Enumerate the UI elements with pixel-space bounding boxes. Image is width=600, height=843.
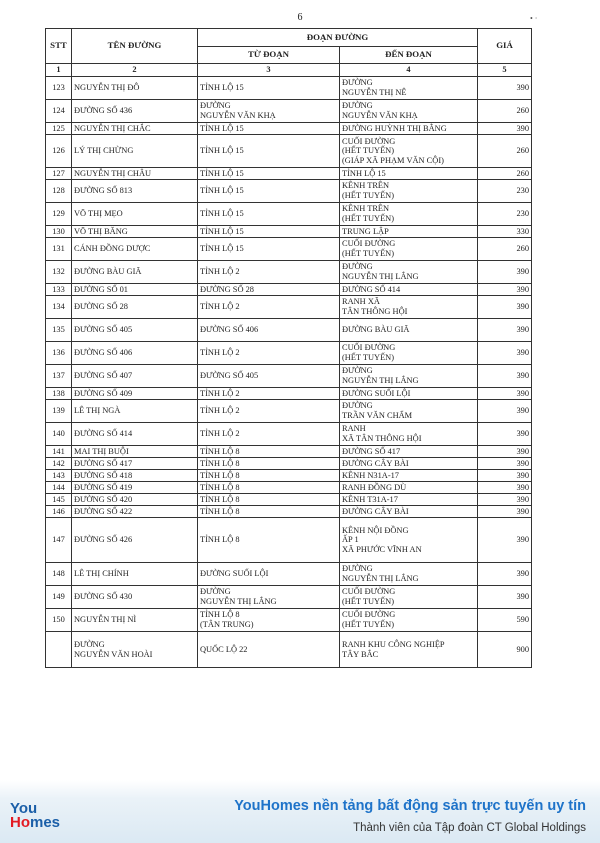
row-from: TỈNH LỘ 2: [198, 296, 340, 319]
row-stt: 137: [46, 365, 72, 388]
row-to: CUỐI ĐƯỜNG (HẾT TUYẾN): [340, 238, 478, 261]
table-row: [46, 563, 532, 586]
row-street-name: MAI THỊ BUỘI: [72, 446, 198, 458]
row-stt: 129: [46, 203, 72, 226]
table-row: [46, 168, 532, 180]
logo-text-ho: Ho: [10, 814, 30, 831]
row-street-name: NGUYỄN THỊ ĐÔ: [72, 77, 198, 100]
row-street-name: ĐƯỜNG SỐ 430: [72, 586, 198, 609]
table-row: [46, 400, 532, 423]
row-street-name: ĐƯỜNG SỐ 414: [72, 423, 198, 446]
row-price: 260: [478, 168, 532, 180]
column-number: 2: [72, 64, 198, 77]
row-street-name: ĐƯỜNG SỐ 407: [72, 365, 198, 388]
row-from: TỈNH LỘ 8 (TÂN TRUNG): [198, 609, 340, 632]
row-stt: 131: [46, 238, 72, 261]
row-from: ĐƯỜNG NGUYỄN THỊ LẮNG: [198, 586, 340, 609]
youhomes-logo: [10, 800, 80, 831]
row-price: 260: [478, 100, 532, 123]
row-to: ĐƯỜNG NGUYỄN THỊ LẮNG: [340, 261, 478, 284]
table-row: [46, 238, 532, 261]
row-stt: 126: [46, 135, 72, 168]
row-stt: 141: [46, 446, 72, 458]
row-stt: 149: [46, 586, 72, 609]
row-street-name: ĐƯỜNG SỐ 420: [72, 494, 198, 506]
column-number: 4: [340, 64, 478, 77]
header-from: TỪ ĐOẠN: [198, 47, 340, 64]
row-to: ĐƯỜNG SỐ 417: [340, 446, 478, 458]
row-price: 390: [478, 518, 532, 563]
row-street-name: ĐƯỜNG SỐ 436: [72, 100, 198, 123]
row-from: TỈNH LỘ 2: [198, 388, 340, 400]
row-price: 390: [478, 77, 532, 100]
table-row: [46, 494, 532, 506]
table-row: [46, 470, 532, 482]
row-street-name: NGUYỄN THỊ CHÂU: [72, 168, 198, 180]
row-price: 390: [478, 494, 532, 506]
header-price: GIÁ: [478, 29, 532, 64]
row-street-name: ĐƯỜNG SỐ 406: [72, 342, 198, 365]
row-to: RANH ĐỒNG DÙ: [340, 482, 478, 494]
row-price: 390: [478, 123, 532, 135]
row-to: ĐƯỜNG BÀU GIÃ: [340, 319, 478, 342]
row-to: CUỐI ĐƯỜNG (HẾT TUYẾN) (GIÁP XÃ PHẠM VĂN CỘI): [340, 135, 478, 168]
row-street-name: ĐƯỜNG SỐ 419: [72, 482, 198, 494]
row-price: 390: [478, 388, 532, 400]
row-to: ĐƯỜNG CÂY BÀI: [340, 506, 478, 518]
row-to: RANH XÃ TÂN THÔNG HỘI: [340, 296, 478, 319]
table-row: [46, 226, 532, 238]
column-number-row: [46, 64, 532, 77]
row-to: ĐƯỜNG NGUYỄN THỊ LẮNG: [340, 365, 478, 388]
row-street-name: CÁNH ĐỒNG DƯỢC: [72, 238, 198, 261]
row-to: KÊNH NỘI ĐỒNG ẤP 1 XÃ PHƯỚC VĨNH AN: [340, 518, 478, 563]
row-to: ĐƯỜNG NGUYỄN THỊ LẮNG: [340, 563, 478, 586]
table-row: [46, 284, 532, 296]
row-price: 390: [478, 506, 532, 518]
row-to: TỈNH LỘ 15: [340, 168, 478, 180]
footer-banner: [0, 780, 600, 843]
row-street-name: ĐƯỜNG SỐ 409: [72, 388, 198, 400]
row-from: ĐƯỜNG SUỐI LỘI: [198, 563, 340, 586]
row-price: 390: [478, 470, 532, 482]
footer-subline: Thành viên của Tập đoàn CT Global Holdings: [353, 822, 586, 834]
row-to: KÊNH TRÊN (HẾT TUYẾN): [340, 180, 478, 203]
table-row: [46, 77, 532, 100]
row-price: 390: [478, 482, 532, 494]
row-street-name: ĐƯỜNG BÀU GIÃ: [72, 261, 198, 284]
row-to: KÊNH N31A-17: [340, 470, 478, 482]
road-price-table: [45, 28, 532, 668]
row-price: 390: [478, 400, 532, 423]
row-price: 230: [478, 180, 532, 203]
table-row: [46, 319, 532, 342]
row-stt: 133: [46, 284, 72, 296]
row-price: 390: [478, 261, 532, 284]
table-row: [46, 123, 532, 135]
table-row: [46, 632, 532, 668]
row-stt: 148: [46, 563, 72, 586]
row-to: RANH KHU CÔNG NGHIỆP TÂY BẮC: [340, 632, 478, 668]
row-from: TỈNH LỘ 8: [198, 458, 340, 470]
row-from: ĐƯỜNG NGUYỄN VĂN KHẠ: [198, 100, 340, 123]
row-to: ĐƯỜNG CÂY BÀI: [340, 458, 478, 470]
row-to: ĐƯỜNG HUỲNH THỊ BẰNG: [340, 123, 478, 135]
row-from: TỈNH LỘ 8: [198, 470, 340, 482]
row-to: TRUNG LẬP: [340, 226, 478, 238]
row-price: 230: [478, 203, 532, 226]
row-stt: 135: [46, 319, 72, 342]
row-from: TỈNH LỘ 15: [198, 135, 340, 168]
row-from: TỈNH LỘ 2: [198, 423, 340, 446]
row-price: 260: [478, 135, 532, 168]
table-row: [46, 423, 532, 446]
row-street-name: ĐƯỜNG SỐ 417: [72, 458, 198, 470]
row-stt: 150: [46, 609, 72, 632]
table-row: [46, 482, 532, 494]
row-stt: 138: [46, 388, 72, 400]
row-stt: 147: [46, 518, 72, 563]
row-price: 590: [478, 609, 532, 632]
row-from: TỈNH LỘ 8: [198, 446, 340, 458]
table-row: [46, 180, 532, 203]
header-to: ĐẾN ĐOẠN: [340, 47, 478, 64]
row-stt: 125: [46, 123, 72, 135]
row-price: 390: [478, 586, 532, 609]
row-price: 390: [478, 319, 532, 342]
table-row: [46, 365, 532, 388]
table-row: [46, 446, 532, 458]
row-from: TỈNH LỘ 15: [198, 168, 340, 180]
row-from: TỈNH LỘ 15: [198, 238, 340, 261]
row-stt: 128: [46, 180, 72, 203]
row-price: 260: [478, 238, 532, 261]
table-row: [46, 203, 532, 226]
scan-specks: • ·: [530, 14, 538, 23]
row-street-name: ĐƯỜNG NGUYỄN VĂN HOÀI: [72, 632, 198, 668]
row-price: 390: [478, 446, 532, 458]
row-stt: 139: [46, 400, 72, 423]
header-street-name: TÊN ĐƯỜNG: [72, 29, 198, 64]
row-street-name: ĐƯỜNG SỐ 813: [72, 180, 198, 203]
row-from: ĐƯỜNG SỐ 405: [198, 365, 340, 388]
row-price: 390: [478, 563, 532, 586]
row-from: QUỐC LỘ 22: [198, 632, 340, 668]
row-to: ĐƯỜNG SUỐI LỘI: [340, 388, 478, 400]
row-to: ĐƯỜNG SỐ 414: [340, 284, 478, 296]
table-row: [46, 296, 532, 319]
row-stt: 145: [46, 494, 72, 506]
row-street-name: LÊ THỊ CHÍNH: [72, 563, 198, 586]
row-to: KÊNH T31A-17: [340, 494, 478, 506]
table-row: [46, 261, 532, 284]
row-from: TỈNH LỘ 15: [198, 203, 340, 226]
table-row: [46, 586, 532, 609]
row-stt: 123: [46, 77, 72, 100]
row-price: 900: [478, 632, 532, 668]
row-from: TỈNH LỘ 8: [198, 518, 340, 563]
row-stt: 124: [46, 100, 72, 123]
row-stt: 146: [46, 506, 72, 518]
row-price: 390: [478, 365, 532, 388]
row-to: KÊNH TRÊN (HẾT TUYẾN): [340, 203, 478, 226]
row-from: TỈNH LỘ 15: [198, 123, 340, 135]
row-price: 390: [478, 342, 532, 365]
row-to: CUỐI ĐƯỜNG (HẾT TUYẾN): [340, 586, 478, 609]
table-row: [46, 342, 532, 365]
row-from: TỈNH LỘ 8: [198, 482, 340, 494]
row-price: 390: [478, 458, 532, 470]
row-from: TỈNH LỘ 15: [198, 77, 340, 100]
column-number: 5: [478, 64, 532, 77]
row-stt: 140: [46, 423, 72, 446]
row-to: CUỐI ĐƯỜNG (HẾT TUYẾN): [340, 342, 478, 365]
row-from: TỈNH LỘ 2: [198, 342, 340, 365]
row-street-name: ĐƯỜNG SỐ 418: [72, 470, 198, 482]
row-stt: 143: [46, 470, 72, 482]
row-price: 390: [478, 296, 532, 319]
row-street-name: LÊ THỊ NGÀ: [72, 400, 198, 423]
table-body: [46, 77, 532, 668]
row-from: TỈNH LỘ 2: [198, 261, 340, 284]
row-stt: 130: [46, 226, 72, 238]
column-number: 1: [46, 64, 72, 77]
row-street-name: ĐƯỜNG SỐ 405: [72, 319, 198, 342]
row-stt: 144: [46, 482, 72, 494]
table-row: [46, 135, 532, 168]
row-to: ĐƯỜNG NGUYỄN THỊ NÊ: [340, 77, 478, 100]
table-row: [46, 458, 532, 470]
row-from: ĐƯỜNG SỐ 406: [198, 319, 340, 342]
row-from: TỈNH LỘ 8: [198, 506, 340, 518]
table-row: [46, 100, 532, 123]
row-stt: 132: [46, 261, 72, 284]
logo-text-mes: mes: [30, 814, 61, 831]
row-price: 330: [478, 226, 532, 238]
table-row: [46, 506, 532, 518]
row-street-name: ĐƯỜNG SỐ 426: [72, 518, 198, 563]
table-row: [46, 388, 532, 400]
row-street-name: VÕ THỊ MẸO: [72, 203, 198, 226]
row-stt: [46, 632, 72, 668]
row-from: TỈNH LỘ 8: [198, 494, 340, 506]
header-road-segment: ĐOẠN ĐƯỜNG: [198, 29, 478, 47]
row-from: TỈNH LỘ 2: [198, 400, 340, 423]
row-street-name: ĐƯỜNG SỐ 28: [72, 296, 198, 319]
row-to: CUỐI ĐƯỜNG (HẾT TUYẾN): [340, 609, 478, 632]
row-from: ĐƯỜNG SỐ 28: [198, 284, 340, 296]
row-stt: 136: [46, 342, 72, 365]
row-to: RANH XÃ TÂN THÔNG HỘI: [340, 423, 478, 446]
footer-tagline: YouHomes nền tảng bất động sản trực tuyến uy tín: [234, 798, 586, 814]
row-street-name: ĐƯỜNG SỐ 01: [72, 284, 198, 296]
row-price: 390: [478, 423, 532, 446]
row-stt: 134: [46, 296, 72, 319]
table-row: [46, 518, 532, 563]
row-street-name: NGUYỄN THỊ CHẮC: [72, 123, 198, 135]
row-price: 390: [478, 284, 532, 296]
logo-text-bottom: [10, 814, 80, 831]
row-street-name: LÝ THỊ CHỪNG: [72, 135, 198, 168]
row-from: TỈNH LỘ 15: [198, 180, 340, 203]
page-number: 6: [297, 12, 303, 23]
column-number: 3: [198, 64, 340, 77]
table-header: [46, 29, 532, 77]
logo-text-top: You: [10, 800, 38, 817]
table-row: [46, 609, 532, 632]
row-street-name: NGUYỄN THỊ NÌ: [72, 609, 198, 632]
row-from: TỈNH LỘ 15: [198, 226, 340, 238]
header-stt: STT: [46, 29, 72, 64]
row-stt: 142: [46, 458, 72, 470]
row-to: ĐƯỜNG TRẦN VĂN CHẨM: [340, 400, 478, 423]
row-stt: 127: [46, 168, 72, 180]
row-street-name: ĐƯỜNG SỐ 422: [72, 506, 198, 518]
row-to: ĐƯỜNG NGUYỄN VĂN KHẠ: [340, 100, 478, 123]
row-street-name: VÕ THỊ BĂNG: [72, 226, 198, 238]
